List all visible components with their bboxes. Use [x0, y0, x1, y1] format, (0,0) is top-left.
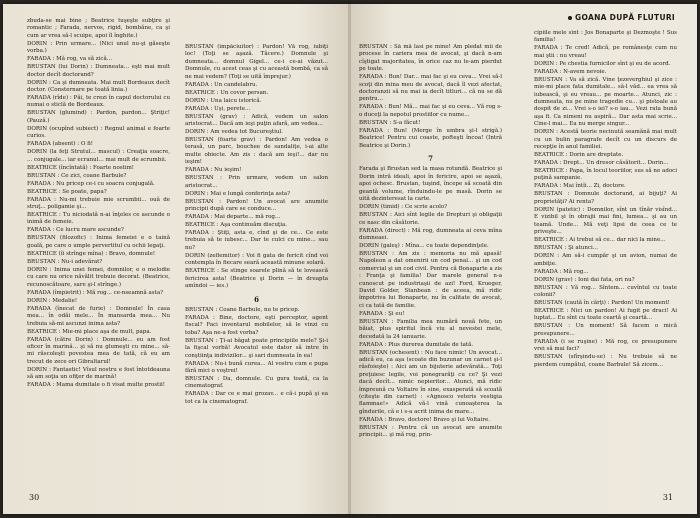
dialogue-paragraph: BRUSTAN : Aici sînt legile de Drepturi şi obligaţii ce nasc din căsătorie.: [359, 212, 502, 226]
dialogue-paragraph: BRUSTAN : Ce zici, coane Barbule?: [27, 172, 127, 179]
dialogue-paragraph: DORIN (ocupînd subiect) : Regnul animal e foarte curios.: [27, 125, 170, 140]
dialogue-paragraph: BRUSTAN (grav) : Adică, vedem un salon aristocrat... Dacă am ieşi puţin afară, am vedea...: [185, 113, 328, 128]
dialogue-paragraph: BRUSTAN (lui Dorin) : Dumneata... eşti mai mult doctor decît doctorand?: [27, 64, 170, 78]
dialogue-paragraph: FARADA : Nu ieşim!: [185, 167, 242, 174]
dialogue-paragraph: BRUSTAN : Am zis : memoria nu mă apasă! Napoleon a dat omenirii un cod penal... şi un cod comercial şi un cod civil. Pentru că Bonaparte a zis : Franţa şi familia! Dar marele general n-a cunoscut pe industriaşii de azi! Ford, Krueger, David Golder, Stanbean : de aceea, mă ridic împotriva lui Bonaparte, nu în calitate de avocat, ci ca tată de familie.: [359, 250, 502, 309]
dialogue-paragraph: FARADA (rîde) : Păi, te crezi în capul doctorului cu numai o sticlă de Bordeaux.: [27, 95, 170, 109]
dialogue-paragraph: BRUSTAN : Va să zică. Vine ţezeverghiul şi zice : mie-mi place fata dumitale... să-l văd... ea vrea să iubească, şi eu vreau... pe moarte... Atunci, zic : dumneata, nu pe mine tragedie cu... şi pistoale au dospit de zi... Vrei s-o iei? s-o iau... Vezi rata bună aşa fi. Ca nimeni nu aspiră... Dar asta mai scrie... Cine-l mai... Ea nu merge singur...: [534, 76, 677, 128]
dialogue-paragraph: BRUSTAN : Pentru că un avocat are anumite principii... şi mă rog, prin-: [359, 424, 502, 439]
dialogue-paragraph: cipiile mele sînt : Jos Bonaparte şi Dezmoşte ! Sus familia!: [534, 30, 677, 44]
left-page-column-1: [27, 18, 170, 478]
dialogue-paragraph: FARADA : Bun! Mă... mai fac şi eu ceva... Vă rog s-o duceţi la nepotul prostiilor cu nume...: [359, 104, 502, 118]
dialogue-paragraph: DORIN (timid) : Ce scrie acolo?: [359, 204, 448, 211]
dialogue-paragraph: BEATRICE : Papa, în locul teoriilor, sus să ne adoci puţină sampanie.: [534, 168, 677, 182]
dialogue-paragraph: FARADA : Ce lucru mare ascunde?: [27, 227, 124, 234]
dialogue-paragraph: BEATRICE : Nici un pardon! Ai fugit pe draci! Ai luptat... Eu sînt cu toate ceartă şi ceartă...: [534, 307, 677, 322]
dialogue-paragraph: BRUSTAN : Pardon! Un avocat are anumite principii după care se conduce...: [185, 198, 328, 213]
dialogue-paragraph: FARADA (împietrit) : Mă rog... ce-nseamnă asta?: [27, 289, 164, 296]
dialogue-paragraph: DORIN (la feţi Strutul... mascul) : Creaţia soacre, ... conjugale... iar ecranul... mai mult de scrumbii.: [27, 149, 170, 163]
dialogue-paragraph: FARADA : Ştiţi, asta e, cînd şi de ce... Ce este trebuia să te iubesc... Dar te culci cu mine... sau nu?: [185, 230, 328, 251]
dialogue-paragraph: FARADA : N-avem nevoie.: [534, 68, 607, 75]
dialogue-paragraph: DORIN : Inima unei femei, domnilor, e o melodie cu care nu orice năvălit trebuie decorat. (Beatrice, recunoscătoare, sare şi-l strînge.): [27, 266, 170, 288]
dialogue-paragraph: DORIN : Una laicu istorică.: [185, 97, 262, 104]
scene-number: 6: [254, 294, 259, 304]
dialogue-paragraph: BRUSTAN : Coane Barbule, nu te pricep.: [185, 306, 300, 313]
dialogue-paragraph: BRUSTAN (filozofic) : Inima femeiei e o taină goală, pe care o umple pervertitul cu ochii legaţi.: [27, 235, 170, 249]
dialogue-paragraph: FARADA : Nu-mi trebuie mie scrumbii... ouă de struţ... poligamie şi...: [27, 196, 170, 211]
left-page: [3, 4, 349, 514]
dialogue-paragraph: BEATRICE : Se poate, papa?: [27, 188, 107, 195]
dialogue-paragraph: FARADA : Bun! Dar... mai fac şi eu ceva... Vrei să-l scoţi din mina meu de avocat, dacă îl vezi afectat, doctoranzii să nu mai ia decît titluri... că nu se dă pentru...: [359, 74, 502, 103]
dialogue-paragraph: FARADA : Bun! (Merge în umbra şi-l strigă.) Beatrice! Pentru cui coaste, pofteşti încoa! (Intră Beatrice şi Dorin.): [359, 127, 502, 149]
dialogue-paragraph: BEATRICE (încîntată) : Foarte nostim!: [27, 164, 135, 171]
dialogue-paragraph: FARADA (direct) : Mă rog, dumneata ai ceva mîna dumneaei.: [359, 227, 502, 241]
running-title: [568, 13, 675, 22]
dialogue-paragraph: BRUSTAN : Nu-i adevărat?: [27, 258, 103, 265]
dialogue-paragraph: DORIN : Pe chestia furnicilor sînt şi eu de acord.: [534, 60, 671, 67]
bullet-icon: [568, 16, 572, 20]
dialogue-paragraph: FARADA : Dar ce e mai grozav... e că-i pupă şi ea tot ca la cinematograf.: [185, 391, 328, 405]
dialogue-paragraph: DORIN : Ca şi dumneata. Mai mult Bordeaux decît doctor. (Consternare pe toată linia.): [27, 79, 170, 94]
dialogue-paragraph: FARADA (înecat de furie) : Domnule! În casa mea... în odăi mele... În mansarda mea... Nu trebuia să-mi ascunzi inima asta?: [27, 305, 170, 327]
dialogue-paragraph: FARADA : Un candelabru.: [185, 81, 258, 88]
dialogue-paragraph: BRUSTAN : S-a făcut!: [359, 119, 421, 126]
right-page-column-2: [534, 30, 677, 490]
dialogue-paragraph: BEATRICE : Tu niciodată n-ai înţeles ce ascunde o inimă de femeie.: [27, 212, 170, 226]
dialogue-paragraph: DORIN : Am să-i cumpăr şi un avion, numai de ambiţie.: [534, 253, 677, 267]
dialogue-paragraph: BEATRICE : Ai trebui să ce... dar nici la mine...: [534, 237, 666, 244]
dialogue-paragraph: BRUSTAN : Să mă lasi pe mine! Am pledat mii de procese în cariera mea de avocat, şi dacă n-am cîştigat majoritatea, în orice caz nu le-am pierdut pe toate.: [359, 44, 502, 73]
dialogue-paragraph: BEATRICE : Un covor persan.: [185, 89, 269, 96]
dialogue-paragraph: DORIN (galeş) : Mîna... cu toate dependinţele.: [359, 242, 489, 249]
dialogue-paragraph: BRUSTAN : Prin urmare, vedem un salon aristocrat...: [185, 175, 328, 189]
dialogue-paragraph: zbuda-se mai bine ; Beatrice tuşeşte subţire şi romantic ; Farada, nervos, rigid, bombăne, ca şi cum ar vrea să-l scuipe, apoi îl înghite.): [27, 18, 170, 39]
dialogue-paragraph: FARADA : Şi eu!: [359, 310, 405, 317]
dialogue-paragraph: Farada şi Brustan sed la masa rotundă. Beatrice şi Dorin intră ideali, apoi în fericire, apoi se aşază, apoi ochesc. Brustan, tuşind, începe să scoată din geantă volume, rînduindu-le pe masă. Dorin se uită dezinteresat la carte.: [359, 166, 502, 203]
dialogue-paragraph: BEATRICE : Aşa continuăm discuţia.: [185, 222, 288, 229]
dialogue-paragraph: FARADA : Mai departe... mă rog...: [185, 214, 281, 221]
dialogue-paragraph: BRUSTAN (caută în cărţi) : Pardon! Un moment!: [534, 299, 670, 306]
dialogue-paragraph: BRUSTAN (împăciuitor) : Pardon! Vă rog, iubiţi loc! (Toţi se aşază. Tăcere.) Domnule şi dumneata... domnul Gigel... ce-i ce-ai văzut... Domnule, cu acest ceas şi cu această bombă, ca să ne mai vedem? (Toţi se uită împrejur.): [185, 44, 328, 80]
dialogue-paragraph: DORIN : Medalie!: [27, 297, 78, 304]
right-page: [351, 4, 697, 514]
dialogue-paragraph: FARADA : Nu pricep ce-i cu soacra conjugală.: [27, 180, 155, 187]
dialogue-paragraph: FARADA (absent) : O fi!: [27, 141, 93, 148]
dialogue-paragraph: FARADA (către Dorin) : Domnule... eu am fost oficer în marină... şi să nu glumeşti cu mine... să-mi răscoleşti povestea mea de tată, că eu am trecut de zece ori Gibraltarul!: [27, 336, 170, 365]
dialogue-paragraph: FARADA : Mă rog...: [534, 268, 589, 275]
dialogue-paragraph: BRUSTAN : Un moment! Să facem o mică presupunere...: [534, 323, 677, 337]
dialogue-paragraph: BEATRICE : Se stinge soarele plină să te lovească fericirea asta! (Beatrice şi Dorin — în dreapta amîndoi — ies.): [185, 268, 328, 290]
dialogue-paragraph: BRUSTAN (foarte grav) : Pardon! Am vedea o terasă, un parc, bouchee de sandaliţe, i-ai alte multe obiecte. Am zis : dacă am ieşi!... dar nu ieşim!: [185, 137, 328, 166]
dialogue-paragraph: FARADA : Mama dumitale o fi visat multe prostii!: [27, 382, 165, 389]
dialogue-paragraph: BRUSTAN (ochesent) : Nu face nimic! Un avocat... adică eu, ca aşa (scoate din buzunar un carnet şi-l răsfoieşte) : Aici am un bijuterie adevărată... Toţi preţuiesc legile, voi ponegrarăţi cu ce? Şi vezi dacă decît... nimic nepieritor... Atunci, mă ridic împreună cu Voltaire în sine, exasperată să scoată (citeşte din carnet) : «Agnosco veteris vestigia flammae!» Adică vă-l vină cunoaşterea la gîndurile, că e i s-a acrit inima de mare...: [359, 349, 502, 415]
right-page-column-1: [359, 44, 502, 504]
dialogue-paragraph: DORIN : Fantastic! Vîsul nostru e fost întotdeauna să am soţia un ofiţer de marină!: [27, 366, 170, 381]
dialogue-paragraph: DORIN (grav) : Ioni dai fata, ori nu?: [534, 276, 635, 283]
scene-number: 7: [428, 154, 433, 164]
dialogue-paragraph: FARADA : Bine, doctore, eşti perceptor, agent fiscal? Faci inventarul mobilelor, să le vinzi cu toba? Aşa ne-a fost vorba?: [185, 314, 328, 336]
dialogue-paragraph: DORIN : Acestă teorie necinută seamănă mai mult cu un bulin paragrafe decît cu un discurs de recepţie în anul familiei.: [534, 129, 677, 151]
right-page-number: 31: [662, 493, 673, 502]
dialogue-paragraph: FARADA : Te cred! Adică, pe românesţe cum nu mai ştii : nu vreau!: [534, 45, 677, 59]
dialogue-paragraph: FARADA : Mai întîi... Zi, doctore.: [534, 183, 626, 190]
dialogue-paragraph: BRUSTAN (glumind) : Pardon, pardon... Ştriţic! (Pauză.): [27, 110, 170, 124]
dialogue-paragraph: BRUSTAN : Familia mea numără nouă fete, un băiat, plus spiritul încă viu al nevestei mele, decedată la 24 ianuarie.: [359, 318, 502, 340]
dialogue-paragraph: DORIN : Am vedea tot Bucureştiul.: [185, 129, 283, 136]
dialogue-paragraph: BRUSTAN : Ţi-ai băgat poate principiile mele? Şi-i la fişcal vorbă! Avocatul este dator să intre în conştiinţa indivizilor... şi sari dumneata în ea!: [185, 337, 328, 359]
dialogue-paragraph: DORIN : Mai e lungă conferinţa asta?: [185, 190, 291, 197]
dialogue-paragraph: FARADA (i se ruşine) : Mă rog, ce presupunere vrei să mai faci?: [534, 338, 677, 353]
running-title-text: GOANA DUPĂ FLUTURI: [575, 13, 675, 22]
dialogue-paragraph: FARADA : Uşi, perete...: [185, 105, 251, 112]
dialogue-paragraph: FARADA : Bravo, doctore! Bravo şi lui Voltaire.: [359, 416, 490, 423]
dialogue-paragraph: BEATRICE : Mie-mi place aşa de mult, papa.: [27, 328, 152, 335]
book-spread: [3, 4, 697, 514]
left-page-number: 30: [29, 493, 40, 502]
dialogue-paragraph: BRUSTAN : Domnule doctorand, ai bijuţi? Ai proprietăţi? Ai renta?: [534, 191, 677, 205]
dialogue-paragraph: BRUSTAN (sfîrşindu-se) : Nu trebuie să ne pierdem cumpătul, coane Barbule! Să zicem...: [534, 354, 677, 368]
dialogue-paragraph: FARADA : Nu-i bună curea... Al vostru cum e pupa fără mici o voştrei!: [185, 360, 328, 374]
dialogue-paragraph: DORIN (patetic) : Domnilor, sînt un tînăr visînd... E vizibil şi în obrajii mai fini, lumea... şi au un teamă. Unde... Mă veţi lipsi de ceea ce te priveşte...: [534, 206, 677, 236]
dialogue-paragraph: BRUSTAN : Vă rog... Sîntem... cuvîntul cu toate colonii?: [534, 284, 677, 298]
dialogue-paragraph: FARADA : Mă rog, va să zică...: [27, 56, 113, 63]
dialogue-paragraph: BRUSTAN : Da, domnule. Cu gura toată, ca la cinematograf.: [185, 375, 328, 390]
dialogue-paragraph: DORIN (zeflemitor) : Voi fi gata de fericit cînd voi contempla în fiecare seară această minune solară.: [185, 252, 328, 267]
dialogue-paragraph: FARADA : Plus durerea dumitale de tată.: [359, 341, 474, 348]
left-page-column-2: [185, 44, 328, 504]
dialogue-paragraph: DORIN : Prin urmare... (Nici unul nu-şi găseşte vorba.): [27, 40, 170, 55]
dialogue-paragraph: BRUSTAN : Şi atunci...: [534, 245, 599, 252]
dialogue-paragraph: FARADA : Drept... Un dresor căsătorit... Dorin...: [534, 160, 669, 167]
dialogue-paragraph: BEATRICE (îi strînge mîna) : Bravo, domnule!: [27, 250, 156, 257]
dialogue-paragraph: BEATRICE : Dorin are dreptate.: [534, 152, 624, 159]
